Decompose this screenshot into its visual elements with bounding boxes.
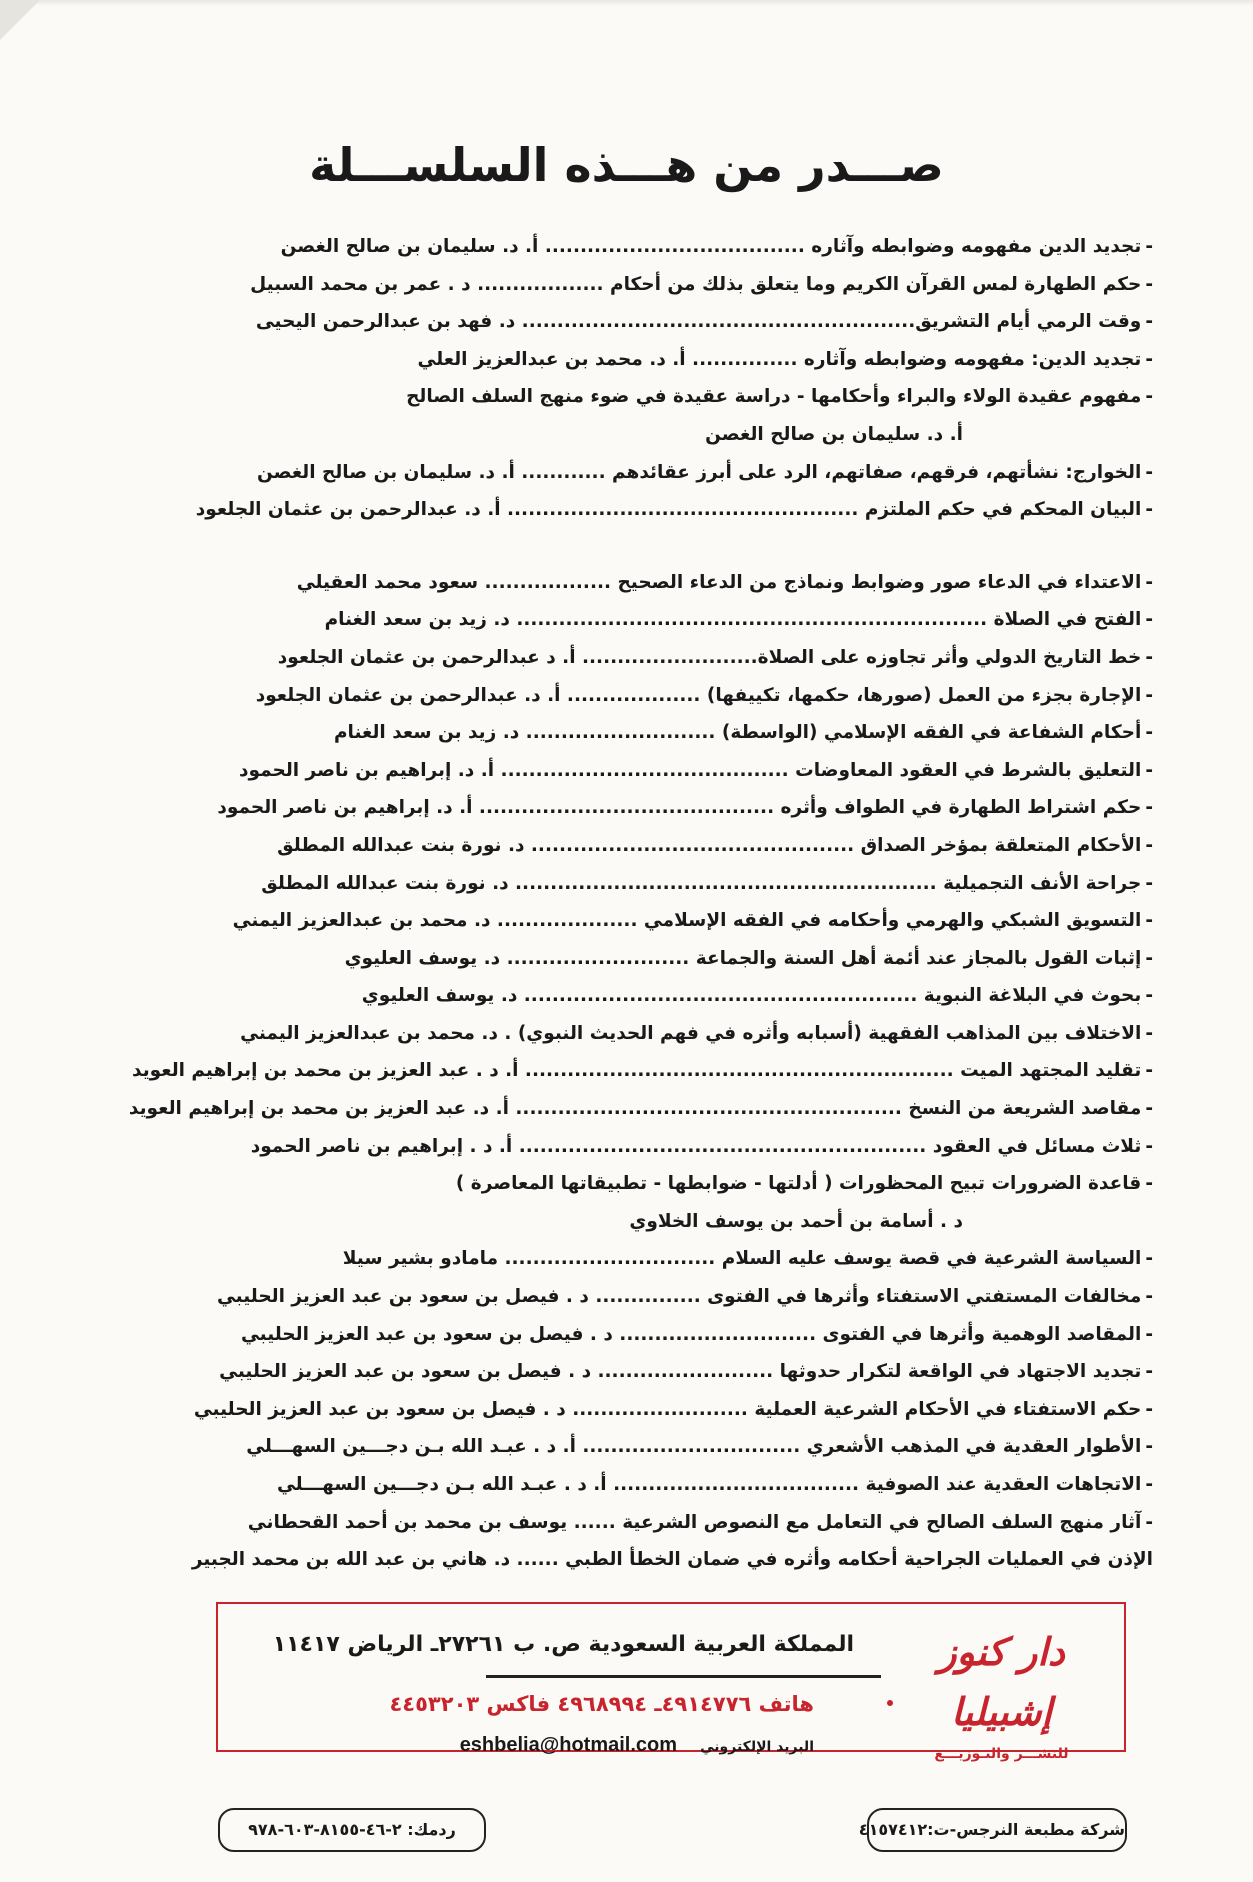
bullet-dash: -: [1145, 1248, 1153, 1270]
logo-dot: [887, 1700, 893, 1706]
paper-edge: [0, 0, 1253, 6]
email-label: البريد الإلكتروني: [700, 1739, 814, 1755]
address-underline: [486, 1675, 881, 1678]
book-entry: [93, 228, 1153, 266]
bullet-dash: -: [1145, 797, 1153, 819]
book-entry: [93, 1165, 1153, 1203]
book-entry-text: الاختلاف بين المذاهب الفقهية (أسبابه وأثره في فهم الحديث النبوي) . د. محمد بن عبدالعزيز اليمني: [240, 1022, 1142, 1044]
book-entry-text: قاعدة الضرورات تبيح المحظورات ( أدلتها - ضوابطها - تطبيقاتها المعاصرة ): [455, 1173, 1142, 1195]
publisher-phone: هاتف ٤٩١٤٧٧٦ـ ٤٩٦٨٩٩٤ فاكس ٤٤٥٣٢٠٣: [389, 1692, 814, 1716]
book-entry: [93, 266, 1153, 304]
book-entry: [93, 1504, 1153, 1542]
bullet-dash: -: [1145, 910, 1153, 932]
bullet-dash: -: [1145, 646, 1153, 668]
bullet-dash: -: [1145, 1173, 1153, 1195]
book-entry: [93, 1353, 1153, 1391]
book-entry-text: جراحة الأنف التجميلية ............................................................ د. نورة بنت عبدالله المطلق: [261, 872, 1142, 894]
book-entry: [93, 564, 1153, 602]
book-entry-text: ثلاث مسائل في العقود .......................................................... أ. د . إبراهيم بن ناصر الحمود: [250, 1135, 1142, 1157]
bullet-dash: -: [1145, 834, 1153, 856]
bullet-dash: -: [1145, 759, 1153, 781]
book-entry: [93, 639, 1153, 677]
printer-badge: شركة مطبعة النرجس-ت:٤١٥٧٤١٢: [867, 1808, 1127, 1852]
bullet-dash: -: [1145, 609, 1153, 631]
book-entry-text: التسويق الشبكي والهرمي وأحكامه في الفقه الإسلامي .................... د. محمد بن عبدالعزيز اليمني: [232, 910, 1142, 932]
book-entry: [93, 1090, 1153, 1128]
bullet-dash: -: [1145, 386, 1153, 408]
book-entry-text: تجديد الدين: مفهومه وضوابطه وآثاره ............... أ. د. محمد بن عبدالعزيز العلي: [417, 348, 1142, 370]
book-entry-text: بحوث في البلاغة النبوية ........................................................ د. يوسف العليوي: [361, 985, 1142, 1007]
bullet-dash: -: [1145, 1511, 1153, 1533]
book-list: [93, 228, 1153, 1579]
book-entry: [93, 752, 1153, 790]
book-entry-text: تجديد الاجتهاد في الواقعة لتكرار حدوثها ......................... د . فيصل بن سعود بن عبد العزيز الحليبي: [219, 1361, 1142, 1383]
book-entry-text: السياسة الشرعية في قصة يوسف عليه السلام .............................. مامادو بشير سيلا: [342, 1248, 1142, 1270]
publisher-email[interactable]: eshbelia@hotmail.com: [459, 1734, 678, 1756]
list-gap: [93, 529, 1153, 564]
book-entry-text: حكم اشتراط الطهارة في الطواف وأثره .......................................... أ. د. إبراهيم بن ناصر الحمود: [217, 797, 1142, 819]
book-entry-text: مفهوم عقيدة الولاء والبراء وأحكامها - دراسة عقيدة في ضوء منهج السلف الصالح: [406, 386, 1142, 408]
bullet-dash: -: [1145, 348, 1153, 370]
bullet-dash: -: [1145, 684, 1153, 706]
book-entry: [93, 1240, 1153, 1278]
book-entry-text: مخالفات المستفتي الاستفتاء وأثرها في الفتوى ............... د . فيصل بن سعود بن عبد العزيز الحليبي: [216, 1286, 1142, 1308]
publisher-logo: [899, 1622, 1104, 1762]
book-entry: [93, 341, 1153, 379]
book-entry: [93, 865, 1153, 903]
bullet-dash: -: [1145, 1398, 1153, 1420]
book-entry: [93, 1203, 1153, 1241]
bullet-dash: -: [1145, 311, 1153, 333]
bullet-dash: -: [1145, 273, 1153, 295]
book-entry-text: الأطوار العقدية في المذهب الأشعري ............................... أ. د . عبـد الله بـن دجـــين السهـــلي: [246, 1436, 1142, 1458]
bullet-dash: -: [1145, 1436, 1153, 1458]
book-entry-text: أ. د. سليمان بن صالح الغصن: [705, 423, 963, 445]
logo-tagline: للنشـــر والتـوزيـــع: [934, 1746, 1069, 1762]
book-entry: [93, 1428, 1153, 1466]
bullet-dash: -: [1145, 1474, 1153, 1495]
bullet-dash: -: [1145, 499, 1153, 521]
bullet-dash: -: [1145, 1135, 1153, 1157]
book-entry: [93, 827, 1153, 865]
book-entry-text: مقاصد الشريعة من النسخ ....................................................... أ. د. عبد العزيز بن محمد بن إبراهيم العويد: [128, 1098, 1142, 1120]
bullet-dash: -: [1145, 1060, 1153, 1082]
bullet-dash: -: [1145, 461, 1153, 483]
book-entry-text: الأحكام المتعلقة بمؤخر الصداق .............................................. د. نورة بنت عبدالله المطلق: [277, 834, 1142, 856]
book-entry-text: د . أسامة بن أحمد بن يوسف الخلاوي: [629, 1210, 963, 1232]
book-entry-text: الإجارة بجزء من العمل (صورها، حكمها، تكييفها) ................... أ. د. عبدالرحمن بن عثمان الجلعود: [255, 684, 1142, 706]
book-entry: [93, 1316, 1153, 1354]
book-entry: [93, 1052, 1153, 1090]
series-title: صـــدر من هـــذه السلســـلة: [309, 138, 944, 192]
book-entry: [93, 601, 1153, 639]
bullet-dash: -: [1145, 722, 1153, 744]
publisher-address: المملكة العربية السعودية ص. ب ٢٧٢٦١ـ الرياض ١١٤١٧: [272, 1632, 854, 1657]
book-entry-text: التعليق بالشرط في العقود المعاوضات ......................................... أ. د. إبراهيم بن ناصر الحمود: [239, 759, 1142, 781]
book-entry-text: الخوارج: نشأتهم، فرقهم، صفاتهم، الرد على أبرز عقائدهم ............ أ. د. سليمان بن صالح الغصن: [256, 461, 1142, 483]
book-entry-text: الفتح في الصلاة ................................................................... د. زيد بن سعد الغنام: [324, 609, 1142, 631]
bullet-dash: -: [1145, 236, 1153, 257]
book-entry: [93, 1278, 1153, 1316]
book-entry: [93, 416, 1153, 454]
book-entry-text: خط التاريخ الدولي وأثر تجاوزه على الصلاة......................... أ. د عبدالرحمن بن عثمان الجلعود: [277, 646, 1142, 668]
book-entry: [93, 940, 1153, 978]
email-row: [234, 1734, 854, 1757]
book-entry: [93, 677, 1153, 715]
folded-corner: [0, 0, 40, 40]
book-entry-text: المقاصد الوهمية وأثرها في الفتوى ............................ د . فيصل بن سعود بن عبد العزيز الحليبي: [240, 1323, 1142, 1345]
bullet-dash: -: [1145, 872, 1153, 894]
book-entry: [93, 977, 1153, 1015]
bullet-dash: -: [1145, 1286, 1153, 1308]
bullet-dash: -: [1145, 1323, 1153, 1345]
bullet-dash: -: [1145, 947, 1153, 969]
book-entry: [93, 1128, 1153, 1166]
bullet-dash: -: [1145, 1361, 1153, 1383]
book-entry-text: إثبات القول بالمجاز عند أئمة أهل السنة والجماعة .......................... د. يوسف العليوي: [344, 947, 1142, 969]
book-entry-text: الاعتداء في الدعاء صور وضوابط ونماذج من الدعاء الصحيح .................. سعود محمد العقيلي: [296, 571, 1142, 593]
publisher-box: [216, 1602, 1126, 1762]
book-entry-text: حكم الطهارة لمس القرآن الكريم وما يتعلق بذلك من أحكام .................. د . عمر بن محمد السبيل: [250, 273, 1142, 295]
book-entry: [93, 303, 1153, 341]
book-entry-text: أحكام الشفاعة في الفقه الإسلامي (الواسطة) ........................... د. زيد بن سعد الغنام: [333, 722, 1142, 744]
book-entry-text: الاتجاهات العقدية عند الصوفية ................................... أ. د . عبـد الله بـن دجـــين السهـــلي: [276, 1474, 1142, 1495]
bullet-dash: -: [1145, 1022, 1153, 1044]
book-entry-text: حكم الاستفتاء في الأحكام الشرعية العملية ......................... د . فيصل بن سعود بن عبد العزيز الحليبي: [193, 1398, 1142, 1420]
bullet-dash: -: [1145, 985, 1153, 1007]
book-entry: [93, 454, 1153, 492]
bullet-dash: -: [1145, 1098, 1153, 1120]
book-entry: [93, 1541, 1153, 1579]
book-entry: [93, 378, 1153, 416]
book-entry: [93, 789, 1153, 827]
logo-wordmark: دار كنوز إشبيليا: [938, 1629, 1065, 1734]
book-entry: [93, 902, 1153, 940]
book-entry: [93, 714, 1153, 752]
book-entry: [93, 1015, 1153, 1053]
book-entry: [93, 1391, 1153, 1429]
bullet-dash: -: [1145, 571, 1153, 593]
book-entry-text: الإذن في العمليات الجراحية أحكامه وأثره في ضمان الخطأ الطبي ...... د. هاني بن عبد الله بن محمد الجبير: [191, 1549, 1153, 1571]
book-entry-text: آثار منهج السلف الصالح في التعامل مع النصوص الشرعية ...... يوسف بن محمد بن أحمد القحطاني: [247, 1511, 1142, 1533]
book-entry-text: وقت الرمي أيام التشريق........................................................ د. فهد بن عبدالرحمن اليحيى: [255, 311, 1142, 333]
book-entry: [93, 1466, 1153, 1504]
isbn-badge: ردمك: ٢-٤٦-٨١٥٥-٦٠٣-٩٧٨: [218, 1808, 486, 1852]
book-entry-text: البيان المحكم في حكم الملتزم .................................................. أ. د. عبدالرحمن بن عثمان الجلعود: [195, 499, 1142, 521]
book-entry-text: تقليد المجتهد الميت ............................................................. أ. د . عبد العزيز بن محمد بن إبراهيم العويد: [132, 1060, 1142, 1082]
book-entry: [93, 491, 1153, 529]
book-entry-text: تجديد الدين مفهومه وضوابطه وآثاره ..................................... أ. د. سليمان بن صالح الغصن: [280, 236, 1142, 257]
